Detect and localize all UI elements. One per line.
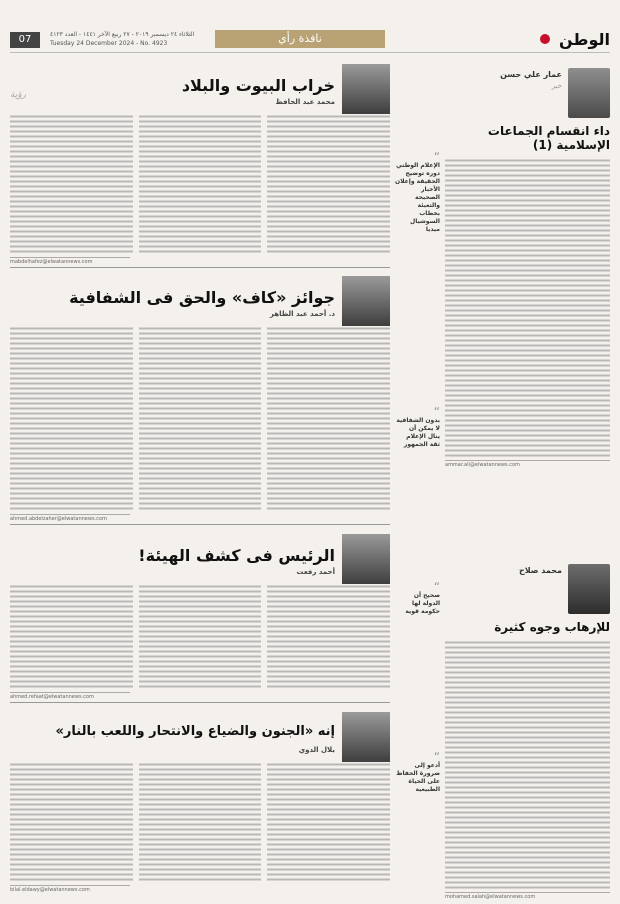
article-author-1: محمد عبد الحافظ [275,98,335,106]
article-email-4[interactable]: bilal.eldawy@elwatannews.com [10,885,130,893]
right-column [445,62,610,902]
article-email-1[interactable]: mabdelhafez@elwatannews.com [10,257,130,265]
pull-quote-column [395,62,440,902]
author-name-1: عمار علي حسن [500,70,562,79]
article-body-3 [10,584,390,689]
article-photo-4 [342,712,390,762]
email-1[interactable]: ammar.ali@elwatannews.com [445,460,610,468]
article-2 [10,274,390,525]
dateline [50,30,194,48]
column-title-1: داء انقسام الجماعات الإسلامية (1) [487,124,610,152]
pull-quote-2: “ بدون الشفافية لا يمكن أن ينال الإعلام ثقة الجمهور [396,405,440,448]
article-4 [10,710,390,895]
article-tag-1: رؤية [10,90,27,100]
main-column [10,62,390,902]
date-english: Tuesday 24 December 2024 - No. 4923 [50,40,168,47]
author-subtitle-1: خبر [551,82,562,90]
article-title-3: الرئيس فى كشف الهيئة! [138,546,335,565]
column-body-2 [445,640,610,890]
column-title-2: للإرهاب وجوه كثيرة [494,620,610,634]
article-title-1: خراب البيوت والبلاد [181,76,335,95]
article-body-4 [10,762,390,882]
email-2[interactable]: mohamed.salah@elwatannews.com [445,892,610,900]
pull-quote-3: “ صحيح أن الدولة لها حكومة قوية [395,582,440,616]
article-photo-1 [342,64,390,114]
article-photo-3 [342,534,390,584]
page-number: 07 [10,32,40,48]
brand-dot-icon [540,34,550,44]
article-author-4: بلال الدوي [298,746,335,754]
article-author-3: أحمد رفعت [296,568,335,576]
quote-mark-icon: “ [433,150,440,164]
author-photo-2 [568,564,610,614]
pull-quote-4: “ أدعو إلى ضرورة الحفاظ على الحياة الطبيعية [396,750,440,793]
article-body-1 [10,114,390,254]
article-title-2: جوائز «كاف» والحق فى الشفافية [69,288,335,307]
article-photo-2 [342,276,390,326]
date-arabic: الثلاثاء ٢٤ ديسمبر ٢٠١٩ - ٢٧ ربيع الآخر ١٤٤١ - العدد ٤١٢٣ [50,31,195,38]
author-photo-1 [568,68,610,118]
quote-mark-icon: “ [433,750,440,764]
author-name-2: محمد صلاح [518,566,562,575]
author-card-2 [445,558,610,618]
article-email-3[interactable]: ahmed.refaat@elwatannews.com [10,692,130,700]
article-3 [10,532,390,703]
pull-quote-1: “ الإعلام الوطني دوره توضيح الحقيقة وإعلان الأخبار الصحيحة والتعبئة بخطاب السوشيال ميديا [394,150,440,233]
author-card-1 [445,62,610,122]
article-1 [10,62,390,268]
quote-mark-icon: “ [433,405,440,419]
page-header [10,30,610,53]
column-body-1 [445,158,610,458]
article-author-2: د. أحمد عبد الظاهر [269,310,335,318]
quote-mark-icon: “ [433,580,440,594]
article-title-4: إنه «الجنون والضياع والانتحار واللعب بالنار» [55,724,335,739]
article-body-2 [10,326,390,511]
brand-logo: الوطن [559,30,610,49]
article-email-2[interactable]: ahmed.abdelzaher@elwatannews.com [10,514,130,522]
section-tab: نافذة رأي [215,30,385,48]
